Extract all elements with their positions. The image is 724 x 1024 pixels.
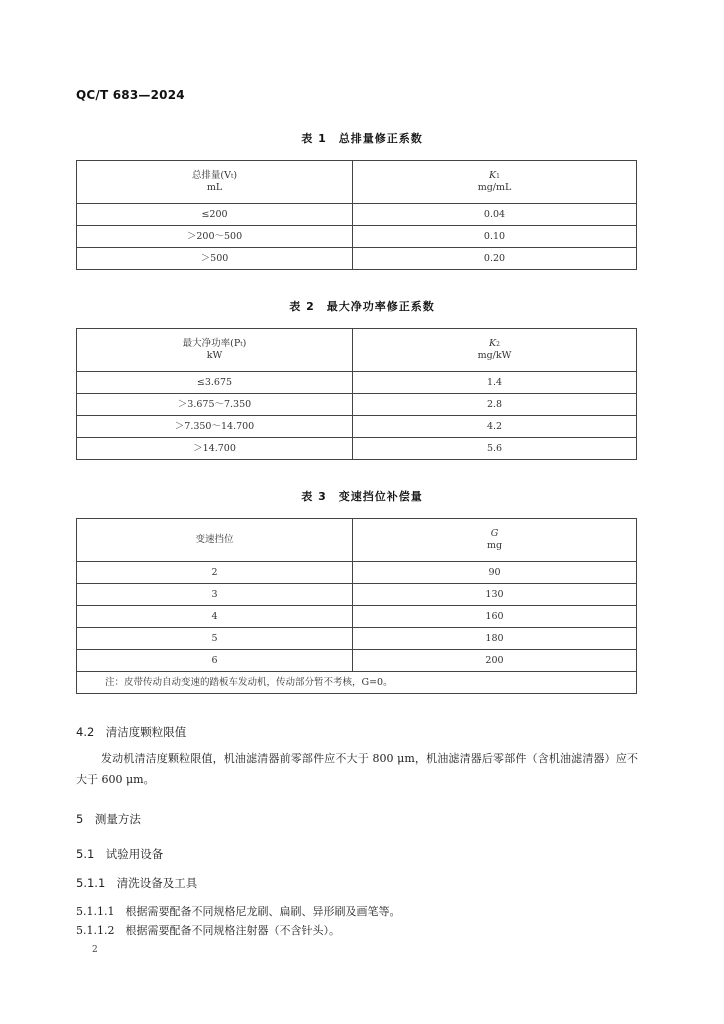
table2-col2-sub: 2 <box>496 341 500 349</box>
table-cell: 0.04 <box>353 204 637 226</box>
table-cell: 2 <box>77 562 353 584</box>
table-row <box>77 416 637 438</box>
table2-col1-suffix: ) <box>242 338 247 350</box>
document-code: QC/T 683—2024 <box>76 88 185 102</box>
table1-col1-sub: t <box>230 173 234 181</box>
table2-col1-label: 最大净功率(P <box>182 338 241 350</box>
table-row <box>77 438 637 460</box>
table-cell: 160 <box>353 606 637 628</box>
table-cell: 200 <box>353 650 637 672</box>
table2-title: 表 2 最大净功率修正系数 <box>289 300 435 313</box>
table-row <box>77 584 637 606</box>
table2-col2-header <box>353 329 637 372</box>
table3-title: 表 3 变速挡位补偿量 <box>301 490 423 503</box>
table-cell: 4.2 <box>353 416 637 438</box>
table3-col1-header <box>77 519 353 562</box>
table2-col2-unit: mg/kW <box>477 350 512 361</box>
table-note-row <box>77 672 637 694</box>
table1-col2-header <box>353 161 637 204</box>
table1-col1-header <box>77 161 353 204</box>
table-cell: 1.4 <box>353 372 637 394</box>
table3-col2-header <box>353 519 637 562</box>
table3 <box>76 518 637 694</box>
table-cell: 180 <box>353 628 637 650</box>
table2-col1-unit: kW <box>206 350 223 361</box>
table1-title: 表 1 总排量修正系数 <box>301 132 423 145</box>
section-item-5-1-1-1: 5.1.1.1 根据需要配备不同规格尼龙刷、扁刷、异形刷及画笔等。 <box>76 905 401 918</box>
table-cell: 90 <box>353 562 637 584</box>
table-row <box>77 204 637 226</box>
section-heading-5: 5 测量方法 <box>76 812 141 826</box>
table3-header-row <box>77 519 637 562</box>
table2-header-row <box>77 329 637 372</box>
table-row <box>77 394 637 416</box>
table-row <box>77 226 637 248</box>
table1 <box>76 160 637 270</box>
section-4-2-paragraph: 发动机清洁度颗粒限值，机油滤清器前零部件应不大于 800 μm，机油滤清器后零部件（含机油滤清器）应不大于 600 μm。 <box>76 752 638 786</box>
table-cell: ≤200 <box>77 204 353 226</box>
page-number: 2 <box>92 945 98 955</box>
table1-col2-unit: mg/mL <box>477 182 512 193</box>
table1-col2-sub: 1 <box>496 173 500 181</box>
section-heading-4-2: 4.2 清洁度颗粒限值 <box>76 725 187 739</box>
table-cell: ＞200～500 <box>77 226 353 248</box>
table1-header-row <box>77 161 637 204</box>
table-row <box>77 372 637 394</box>
table3-note: 注：皮带传动自动变速的踏板车发动机，传动部分暂不考核，G=0。 <box>77 672 637 694</box>
table-cell: 0.10 <box>353 226 637 248</box>
table2 <box>76 328 637 460</box>
table-cell: ＞3.675～7.350 <box>77 394 353 416</box>
table-cell: 5 <box>77 628 353 650</box>
table-row <box>77 628 637 650</box>
table-cell: 6 <box>77 650 353 672</box>
table2-col2-symbol: K <box>489 338 497 350</box>
table1-col2-symbol: K <box>489 170 497 182</box>
table2-col1-sub: t <box>240 341 243 349</box>
table-row <box>77 248 637 270</box>
table2-col1-header <box>77 329 353 372</box>
table1-col1-unit: mL <box>206 182 223 193</box>
table-cell: ＞7.350～14.700 <box>77 416 353 438</box>
table1-col1-label: 总排量(V <box>191 170 231 182</box>
table3-col2-symbol: G <box>490 528 499 540</box>
table3-col2-unit: mg <box>486 540 503 551</box>
table3-col1-label: 变速挡位 <box>195 534 234 546</box>
table1-col1-suffix: ) <box>233 170 238 182</box>
table-row <box>77 606 637 628</box>
table-cell: 2.8 <box>353 394 637 416</box>
table-cell: 3 <box>77 584 353 606</box>
table-cell: ≤3.675 <box>77 372 353 394</box>
section-item-5-1-1-2: 5.1.1.2 根据需要配备不同规格注射器（不含针头）。 <box>76 924 340 937</box>
section-heading-5-1: 5.1 试验用设备 <box>76 847 164 861</box>
table-cell: 0.20 <box>353 248 637 270</box>
table-row <box>77 650 637 672</box>
table-cell: 5.6 <box>353 438 637 460</box>
table-cell: ＞500 <box>77 248 353 270</box>
table-cell: 130 <box>353 584 637 606</box>
table-cell: 4 <box>77 606 353 628</box>
section-heading-5-1-1: 5.1.1 清洗设备及工具 <box>76 876 198 890</box>
table-row <box>77 562 637 584</box>
table-cell: ＞14.700 <box>77 438 353 460</box>
